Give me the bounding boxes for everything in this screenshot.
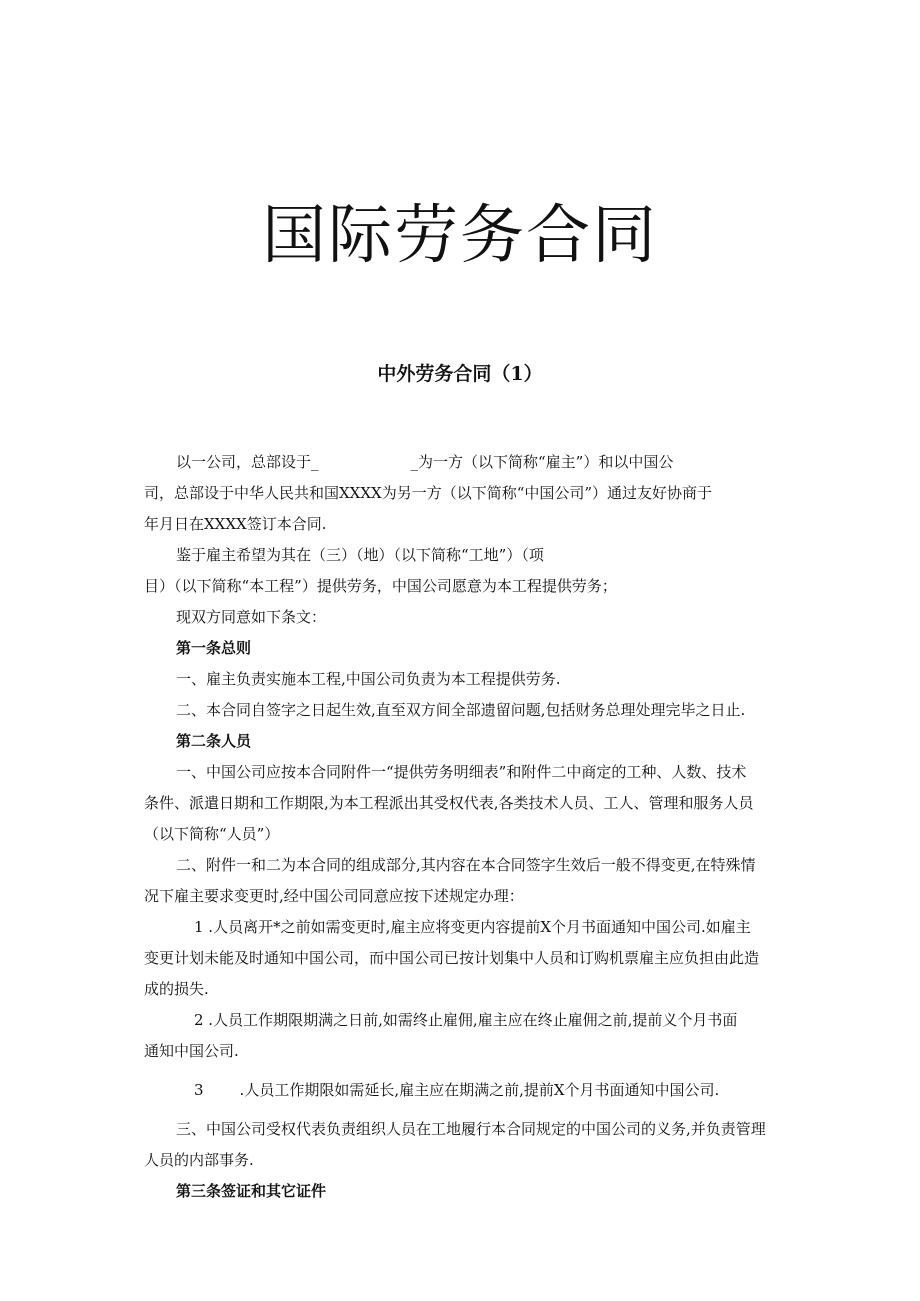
item-1-line-2: 变更计划未能及时通知中国公司，而中国公司已按计划集中人员和订购机票雇主应负担由此造 xyxy=(144,949,760,967)
item-3-text: .人员工作期限如需延长,雇主应在期满之前,提前X个月书面通知中国公司. xyxy=(239,1081,720,1099)
article-2-para-2-line-1: 二、附件一和二为本合同的组成部分,其内容在本合同签字生效后一般不得变更,在特殊情 xyxy=(176,856,756,874)
item-2-line-2: 通知中国公司. xyxy=(144,1042,239,1060)
document-title: 国际劳务合同 xyxy=(262,199,658,273)
document-body xyxy=(144,447,784,1207)
document-subtitle: 中外劳务合同（1） xyxy=(377,363,543,385)
article-1-para-2: 二、本合同自签字之日起生效,直至双方间全部遗留问题,包括财务总理处理完毕之日止. xyxy=(176,701,746,719)
article-2-para-3-line-2: 人员的内部事务. xyxy=(144,1151,254,1169)
article-2-heading: 第二条人员 xyxy=(176,732,252,750)
article-2-para-1-line-2: 条件、派遣日期和工作期限,为本工程派出其受权代表,各类技术人员、工人、管理和服务人员 xyxy=(144,794,754,812)
article-3-heading: 第三条签证和其它证件 xyxy=(176,1182,327,1200)
item-1-line-3: 成的损失. xyxy=(144,980,209,998)
intro-line-1b: _为一方（以下简称“雇主”）和以中国公 xyxy=(410,453,674,471)
intro-line-3: 年月日在XXXX签订本合同. xyxy=(144,515,327,533)
article-2-para-3-line-1: 三、中国公司受权代表负责组织人员在工地履行本合同规定的中国公司的义务,并负责管理 xyxy=(176,1120,766,1138)
article-1-heading: 第一条总则 xyxy=(176,639,252,657)
intro-line-1 xyxy=(144,447,784,478)
article-2-para-1-line-3: （以下简称“人员”） xyxy=(144,825,280,843)
intro-line-4: 鉴于雇主希望为其在（三）（地）（以下简称“工地”）（项 xyxy=(176,546,544,564)
item-3-line xyxy=(144,1075,784,1106)
article-1-para-1: 一、雇主负责实施本工程,中国公司负责为本工程提供劳务. xyxy=(176,670,561,688)
item-2-line-1: 2 .人员工作期限期满之日前,如需终止雇佣,雇主应在终止雇佣之前,提前义个月书面 xyxy=(194,1011,738,1029)
item-1-line-1: 1 .人员离开*之前如需变更时,雇主应将变更内容提前X个月书面通知中国公司.如雇主 xyxy=(194,918,751,936)
intro-line-1a: 以一公司，总部设于_ xyxy=(176,453,319,471)
article-2-para-1-line-1: 一、中国公司应按本合同附件一“提供劳务明细表”和附件二中商定的工种、人数、技术 xyxy=(176,763,747,781)
intro-line-2: 司，总部设于中华人民共和国XXXX为另一方（以下简称“中国公司”）通过友好协商于 xyxy=(144,484,713,502)
item-3-number: 3 xyxy=(194,1081,204,1099)
intro-line-5: 目）（以下简称“本工程”）提供劳务，中国公司愿意为本工程提供劳务； xyxy=(144,577,617,595)
article-2-para-2-line-2: 况下雇主要求变更时,经中国公司同意应按下述规定办理： xyxy=(144,887,524,905)
intro-line-6: 现双方同意如下条文： xyxy=(176,608,327,626)
